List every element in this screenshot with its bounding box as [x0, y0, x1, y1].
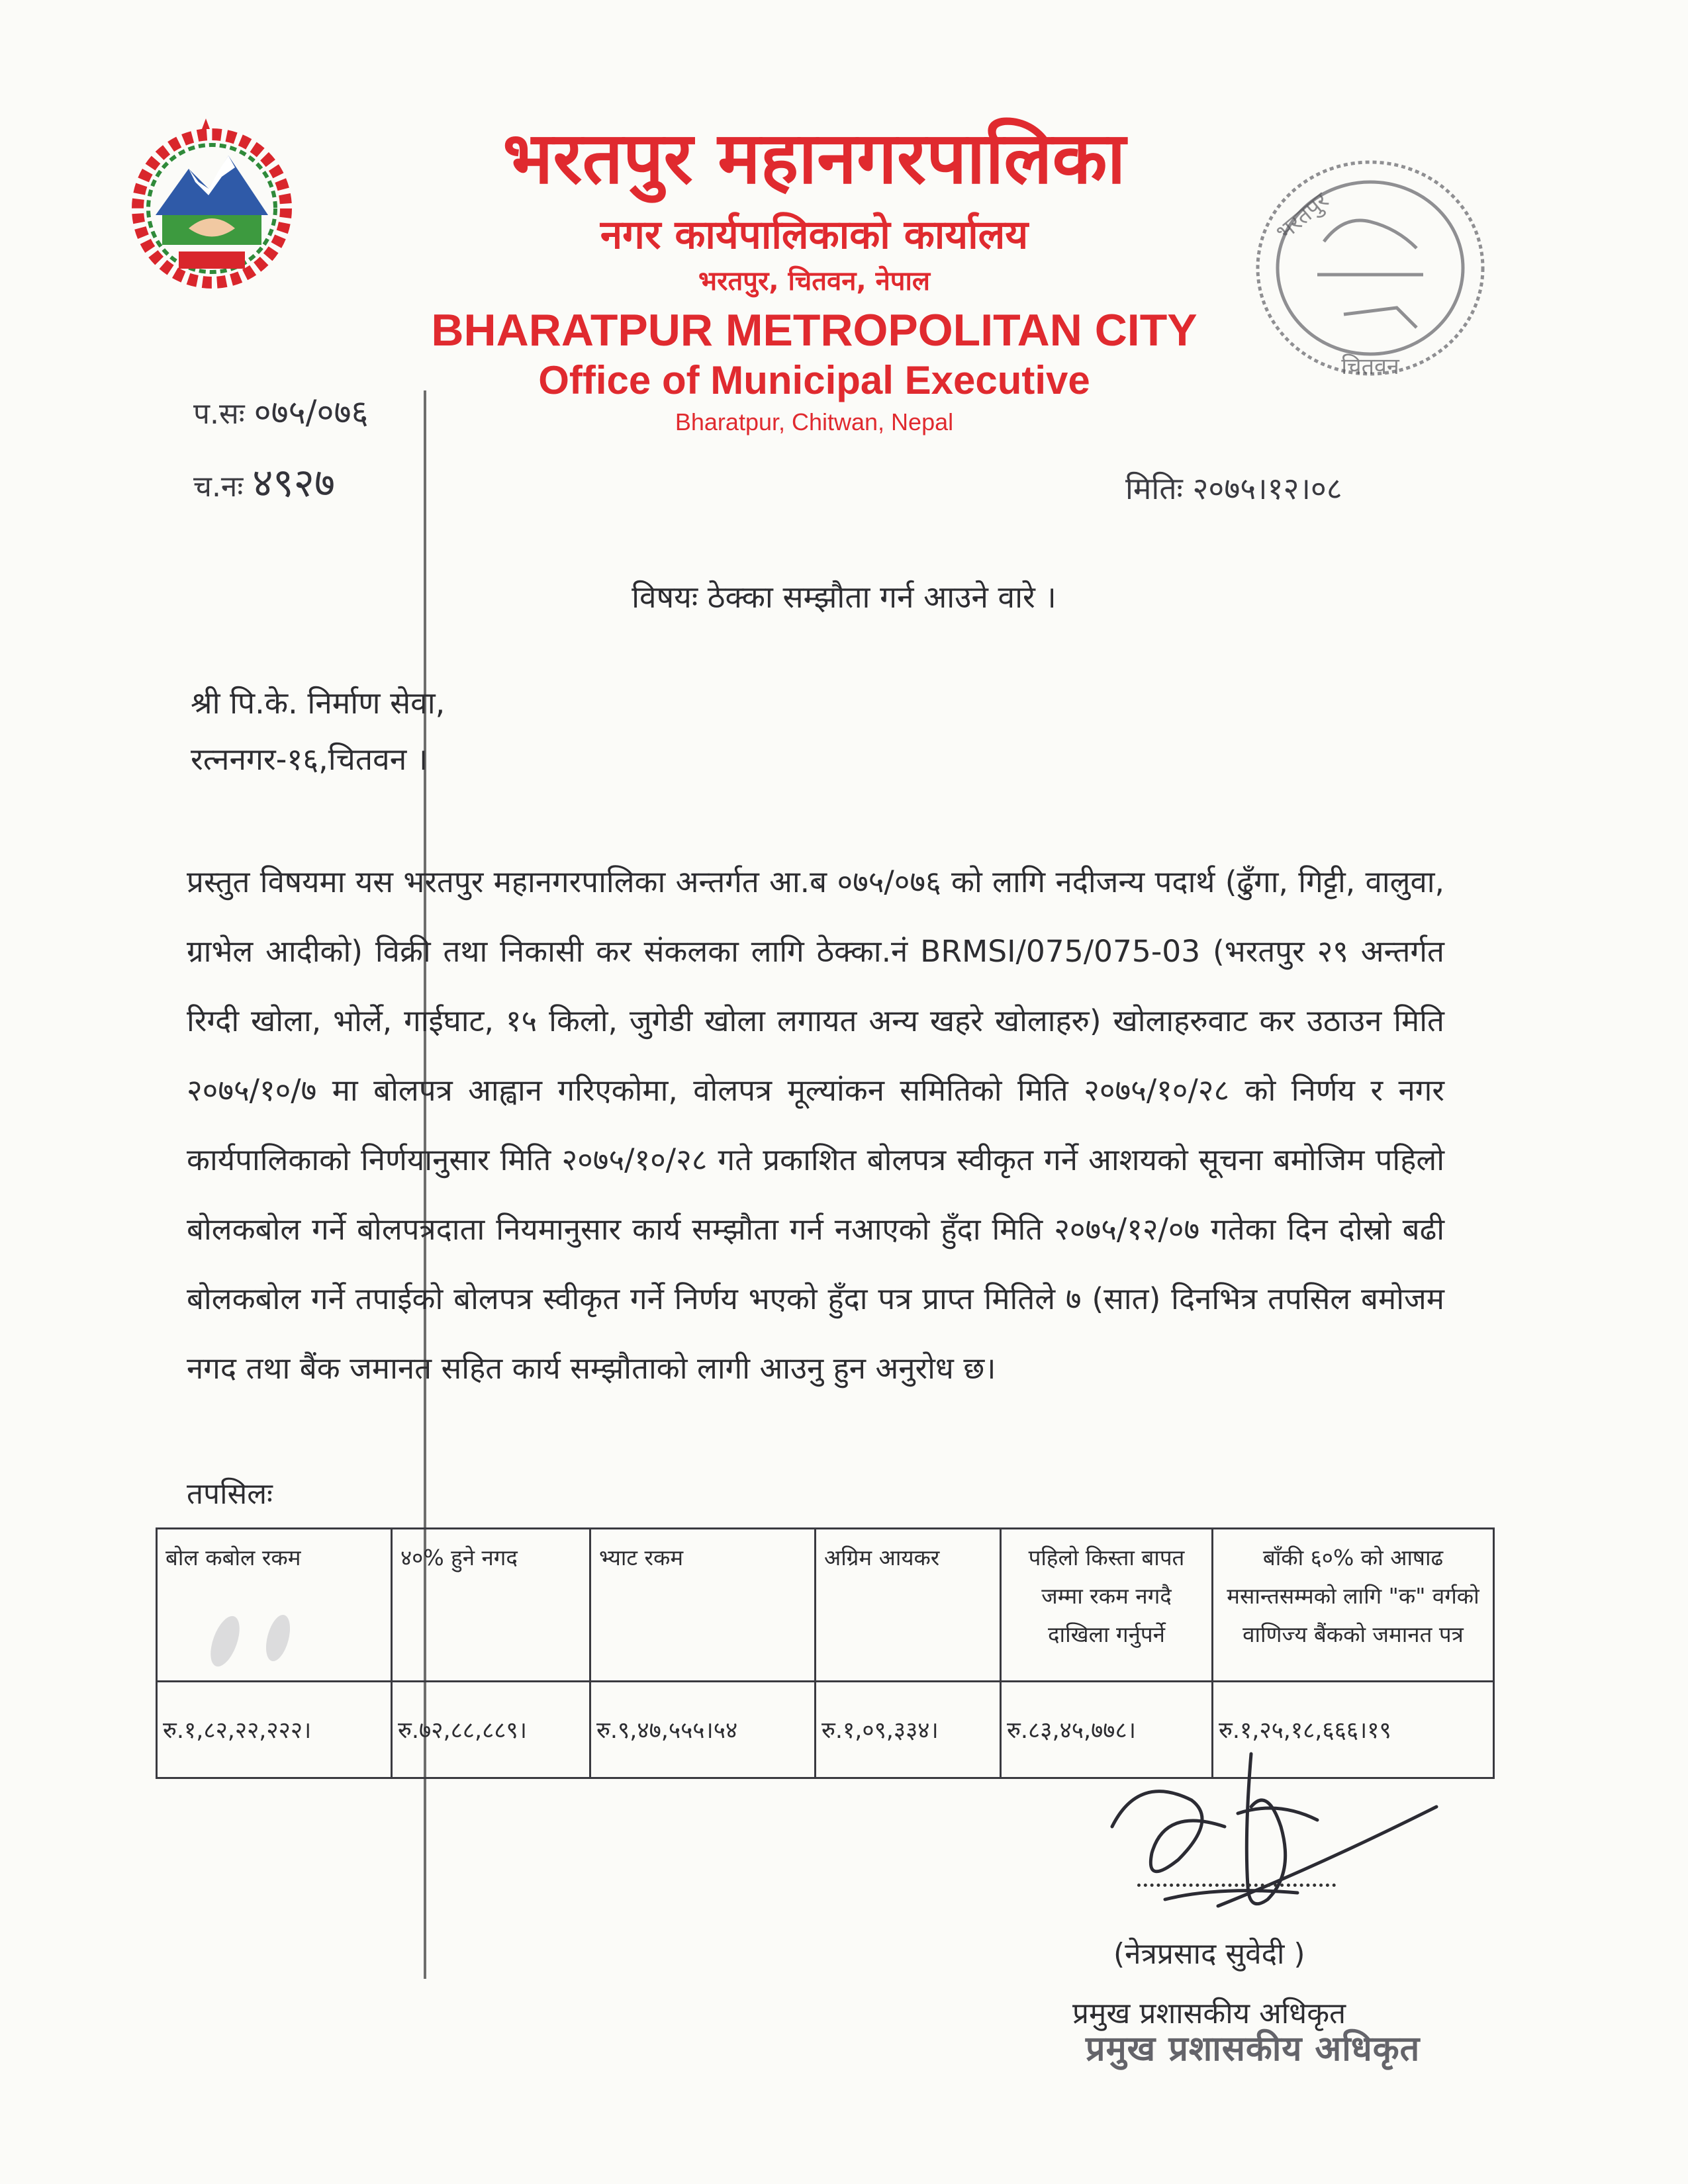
reference-cn — [193, 460, 336, 506]
reference-date — [1125, 473, 1342, 504]
recipient-address: रत्ननगर-१६,चितवन । — [191, 741, 428, 777]
table-header-row — [157, 1529, 1494, 1682]
letterhead-office-np: नगर कार्यपालिकाको कार्यालय — [600, 212, 1029, 258]
table-cell: रु.९,४७,५५५।५४ — [590, 1682, 816, 1778]
office-seal-stamp-icon — [1244, 142, 1496, 420]
subject-line: विषयः ठेक्का सम्झौता गर्न आउने वारे । — [632, 579, 1056, 615]
table-header: बोल कबोल रकम — [157, 1529, 392, 1682]
letterhead-office-en: Office of Municipal Executive — [538, 358, 1090, 402]
letterhead-name-en: BHARATPUR METROPOLITAN CITY — [431, 305, 1197, 355]
svg-text:भरतपुर: भरतपुर — [1271, 187, 1335, 246]
table-cell: रु.८३,४५,७७८। — [1001, 1682, 1213, 1778]
signatory-name: (नेत्रप्रसाद सुवेदी ) — [1113, 1937, 1305, 1971]
cn-label: च.नः — [193, 470, 244, 504]
table-header: पहिलो किस्ता बापत जम्मा रकम नगदै दाखिला गर्नुपर्ने — [1001, 1529, 1213, 1682]
cn-value: ४९२७ — [252, 460, 336, 506]
ps-label: प.सः — [193, 397, 245, 431]
recipient-name: श्री पि.के. निर्माण सेवा, — [191, 685, 445, 721]
nepal-emblem-icon — [116, 116, 308, 295]
table-header: अग्रिम आयकर — [816, 1529, 1001, 1682]
letterhead-address-np: भरतपुर, चितवन, नेपाल — [698, 266, 930, 296]
svg-text:चितवन: चितवन — [1341, 353, 1399, 380]
table-cell: रु.१,०९,३३४। — [816, 1682, 1001, 1778]
signature-line — [1137, 1884, 1336, 1887]
tapsil-label: तपसिलः — [187, 1477, 273, 1511]
signatory-stamp: प्रमुख प्रशासकीय अधिकृत — [1086, 2029, 1421, 2069]
letter-body: प्रस्तुत विषयमा यस भरतपुर महानगरपालिका अन्तर्गत आ.ब ०७५/०७६ को लागि नदीजन्य पदार्थ (ढुँगा, गिट्टी, वालुवा, ग्राभेल आदीको) विक्री तथा निकासी कर संकलका लागि ठेक्का.नं BRMSI/075/075-03 (भरतपुर २९ अन्तर्गत रिग्दी खोला, भोर्ले, गाईघाट, १५ किलो, जुगेडी खोला लगायत अन्य खहरे खोलाहरु) खोलाहरुवाट कर उठाउन मिति २०७५/१०/७ मा बोलपत्र आह्वान गरिएकोमा, वोलपत्र मूल्यांकन समितिको मिति २०७५/१०/२८ को निर्णय र नगर कार्यपालिकाको निर्णयानुसार मिति २०७५/१०/२८ गते प्रकाशित बोलपत्र स्वीकृत गर्ने आशयको सूचना बमोजिम पहिलो बोलकबोल गर्ने बोलपत्रदाता नियमानुसार कार्य सम्झौता गर्न नआएको हुँदा मिति २०७५/१२/०७ गतेका दिन दोस्रो बढी बोलकबोल गर्ने तपाईको बोलपत्र स्वीकृत गर्ने निर्णय भएको हुँदा पत्र प्राप्त मितिले ७ (सात) दिनभित्र तपसिल बमोजम नगद तथा बैंक जमानत सहित कार्य सम्झौताको लागी आउनु हुन अनुरोध छ। — [187, 864, 1444, 1386]
ink-smudge — [199, 1602, 318, 1674]
table-header: ४०% हुने नगद — [392, 1529, 590, 1682]
letterhead-name-np: भरतपुर महानगरपालिका — [502, 116, 1126, 200]
letterhead-address-en: Bharatpur, Chitwan, Nepal — [675, 408, 954, 435]
date-label: मितिः — [1125, 471, 1183, 506]
table-cell: रु.१,२५,१८,६६६।१९ — [1213, 1682, 1494, 1778]
reference-ps — [193, 393, 369, 432]
table-header: बाँकी ६०% को आषाढ मसान्तसम्मको लागि "क" वर्गको वाणिज्य बैंकको जमानत पत्र — [1213, 1529, 1494, 1682]
ps-value: ०७५/०७६ — [254, 393, 369, 432]
signature-icon — [1099, 1734, 1443, 1959]
table-header: भ्याट रकम — [590, 1529, 816, 1682]
table-cell: रु.१,८२,२२,२२२। — [157, 1682, 392, 1778]
date-value: २०७५।१२।०८ — [1192, 471, 1342, 506]
signatory-title: प्रमुख प्रशासकीय अधिकृत — [1072, 1997, 1346, 2030]
table-cell: रु.७२,८८,८८९। — [392, 1682, 590, 1778]
